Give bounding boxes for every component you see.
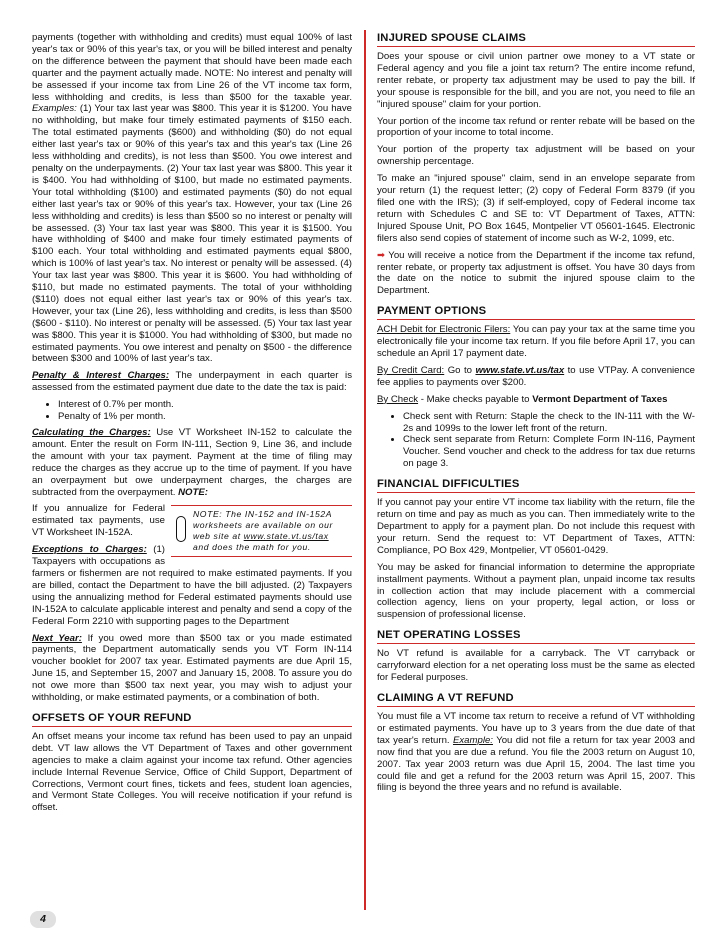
payment-options-heading: PAYMENT OPTIONS — [377, 305, 695, 320]
next-year-label: Next Year: — [32, 632, 82, 644]
credit-card-label: By Credit Card: — [377, 364, 445, 376]
examples-label: Examples: — [32, 103, 77, 115]
financial-paragraph-1: If you cannot pay your entire VT income tax liability with the return, file the return on time and pay as much as you can. Then immediately write to the Department to apply for a payment plan. Do not include this request with your return. Send the request to: VT Department of Taxes, ATTN: Compliance, PO Box 429, Montpelier, VT 05601-0429. — [377, 497, 695, 556]
example-label: Example: — [452, 734, 493, 746]
nol-paragraph: No VT refund is available for a carryback. The VT carryback or carryforward election for a net operating loss must be the same as elected for Federal purposes. — [377, 648, 695, 684]
injured-paragraph-1: Does your spouse or civil union partner owe money to a VT state or Federal agency and you file a joint tax return? The entire income refund, renter rebate, or property tax adjustment may be used to pay the bill. If your spouse is responsible for the bill, and you are not, you need to file an "injured spouse" claim for your portion. — [377, 51, 695, 110]
credit-card-paragraph: By Credit Card: Go to www.state.vt.us/tax to use VTPay. A convenience fee applies to payments over $200. — [377, 364, 695, 388]
injured-paragraph-5: ➡ You will receive a notice from the Department if the income tax refund, renter rebate, or property tax adjustment is offset. You have 30 days from the date on the notice to submit the injured spouse claim to the Department. — [377, 249, 696, 297]
list-item: • Penalty of 1% per month. — [58, 411, 352, 423]
ach-paragraph: ACH Debit for Electronic Filers: You can pay your tax at the same time you electronically file your income tax return. If you file before April 17, you can schedule an April 17 payment date. — [377, 324, 696, 360]
check-list — [377, 411, 695, 471]
net-operating-losses-heading: NET OPERATING LOSSES — [377, 629, 695, 644]
offsets-paragraph: An offset means your income tax refund has been used to pay an unpaid debt. VT law allows the VT Department of Taxes and other government agencies to make a claim against your income tax refund. Other agencies include Internal Revenue Service, Office of Child Support, Department of Corrections, Vermont court fines, tickets and fees, student loan agencies, and Vermont State Colleges. You will receive notification if your refund is offset. — [32, 730, 352, 814]
claiming-refund-heading: CLAIMING A VT REFUND — [377, 692, 695, 707]
calculating-label: Calculating the Charges: — [32, 427, 151, 438]
list-item: • Check sent separate from Return: Complete Form IN-116, Payment Voucher. Send voucher and check to the address for tax due returns on page 3. — [403, 434, 695, 470]
intro-paragraph: payments (together with withholding and credits) must equal 100% of last year's tax or 90% of this year's tax, or you will be billed interest and penalty on the difference between the payment that should have been made each quarter and the payment actually made. NOTE: No interest and penalty will be assessed if your income tax from Line 26 of the VT income tax form, less withholding and credits, is less than $500 for the taxable year. Examples: (1) Your tax last year was $800. This year it is $1200. You have no withholding, but make four timely estimated payments of $150 each. The total estimated payments ($600) and withholding ($0) do not equal either last year's tax or 90% of this year's tax and this year's tax (Line 26 less withholding and credits), is not less than $500. You owe interest and penalty on the underpayments. (2) Your tax last year was $800. This year it is $400. You had withholding of $100, but made no estimated payments. Your total withholding ($100) and estimated payments ($0) do not equal either last year's tax or 90% of this year's tax. However, your tax (Line 26 less withholding and credits) is less than $500 so no interest or penalty will be assessed. (3) Your tax last year was $800. This year it is $1500. You have withholding of $400 and make four timely estimated payments of $100 each. Your total withholding and estimated payments equal $800, which is 100% of last year's tax. No interest or penalty will be assessed. (4) Your tax last year was $800. This year it is $600. You had withholding of $110, but made no estimated payments. The total of your withholding ($110) does not equal either last year's tax or 90% of this year's tax. However, your tax (Line 26), less withholding and credits, is less than $500 ($600 - $110). No interest or penalty will be assessed. (5) Your tax last year was $800. This year it is $1000. You had withholding of $300, but made no estimated payments. You owe interest and penalty on $500 - the difference between $300 and 100% of last year's tax. — [32, 32, 353, 365]
arrow-right-icon: ➡ — [377, 249, 386, 261]
note-section — [32, 503, 352, 632]
page-number: 4 — [30, 911, 56, 928]
note-label: NOTE: — [178, 486, 208, 498]
next-year-paragraph: Next Year: If you owed more than $500 tax or you made estimated payments, the Department automatically sends you VT Form IN-114 voucher booklet for 2007 tax year. Estimated payments are due April 15, June 15, and September 15, 2007 and January 15, 2008. To assure you do not owe more than $500 tax next year, you may wish to adjust your withholding, or make estimated payments, or a combination of both. — [32, 632, 353, 704]
check-label: By Check — [377, 393, 419, 405]
penalty-list — [32, 399, 352, 423]
injured-spouse-heading: INJURED SPOUSE CLAIMS — [377, 32, 695, 47]
financial-paragraph-2: You may be asked for financial information to determine the appropriate installment payments. Without a payment plan, unpaid income tax results in collection action that may include placement with a commercial collection agency, liens on your property, legal action, or loss or suspension of professional license. — [377, 561, 695, 621]
penalty-paragraph: Penalty & Interest Charges: The underpayment in each quarter is assessed from the estimated payment due date to the date the tax is paid: — [32, 370, 352, 394]
paperclip-icon — [176, 516, 186, 542]
check-paragraph: By Check - Make checks payable to Vermont Department of Taxes — [377, 393, 668, 405]
list-item: • Check sent with Return: Staple the check to the IN-111 with the W-2s and 1099s to the lower left front of the return. — [403, 411, 695, 435]
right-column — [377, 32, 695, 799]
injured-paragraph-4: To make an "injured spouse" claim, send in an envelope separate from your return (1) the request letter; (2) copy of Federal Form 8379 (if you filed one with the IRS); (3) if self-employed, copy of Federal income tax return with Schedules C and SE to: VT Department of Taxes, ATTN: Injured Spouse Unit, PO Box 1645, Montpelier VT 05601-1645. Electronic filers also send copies of statement of income such as W-2, 1099, etc. — [377, 173, 695, 244]
financial-difficulties-heading: FINANCIAL DIFFICULTIES — [377, 478, 695, 493]
injured-paragraph-3: Your portion of the property tax adjustment will be based on your ownership percentage. — [377, 144, 695, 168]
exceptions-label: Exceptions to Charges: — [32, 544, 147, 556]
calculating-paragraph: Calculating the Charges: Use VT Worksheet IN-152 to calculate the amount. Enter the result on Form IN-111, Section 9, Line 36, and include the amount with your tax payment. Payment at the time of filing may reduce the charges as they accrue up to the time of payment. If you have an overpayment but owe underpayment charges, the charges are subtracted from the overpayment. NOTE: — [32, 427, 352, 498]
ach-label: ACH Debit for Electronic Filers: — [377, 324, 511, 336]
list-item: • Interest of 0.7% per month. — [58, 399, 352, 411]
claiming-paragraph: You must file a VT income tax return to receive a refund of VT withholding or estimated payments. You have up to 3 years from the due date of that tax year's return. Example: You did not file a return for tax year 2003 and now find that you are due a refund. You file the 2003 return on August 10, 2007. Tax year 2003 return was due April 15, 2004. The last time you could file and get a refund for the 2003 return was April 15, 2007. This filing is beyond the three years and no refund is available. — [377, 710, 696, 794]
offsets-heading: OFFSETS OF YOUR REFUND — [32, 712, 352, 727]
exceptions-paragraph: Exceptions to Charges: (1) Taxpayers with occupations as farmers or fishermen are not required to make estimated payments. If you are billed, contact the Department to have the bill adjusted. (2) Taxpayers using the annualizing method for Federal estimated payments should use IN-152A to calculate applicable interest and penalty and send a copy of the Federal Form 2210 with supporting pages to the Department — [32, 544, 352, 627]
injured-paragraph-2: Your portion of the income tax refund or renter rebate will be based on the proportion of your income to total income. — [377, 115, 695, 139]
website-link[interactable]: www.state.vt.us/tax — [243, 531, 329, 542]
note-box: NOTE: The IN-152 and IN-152A worksheets are available on our web site at www.state.vt.us/tax and does the math for you. — [171, 505, 352, 557]
check-payee: Vermont Department of Taxes — [532, 393, 668, 405]
penalty-label: Penalty & Interest Charges: — [32, 370, 170, 382]
column-divider — [364, 30, 366, 910]
annualize-paragraph: If you annualize for Federal estimated tax payments, use VT Worksheet IN-152A. — [32, 503, 165, 539]
left-column — [32, 32, 352, 819]
vtpay-link[interactable]: www.state.vt.us/tax — [475, 364, 565, 376]
